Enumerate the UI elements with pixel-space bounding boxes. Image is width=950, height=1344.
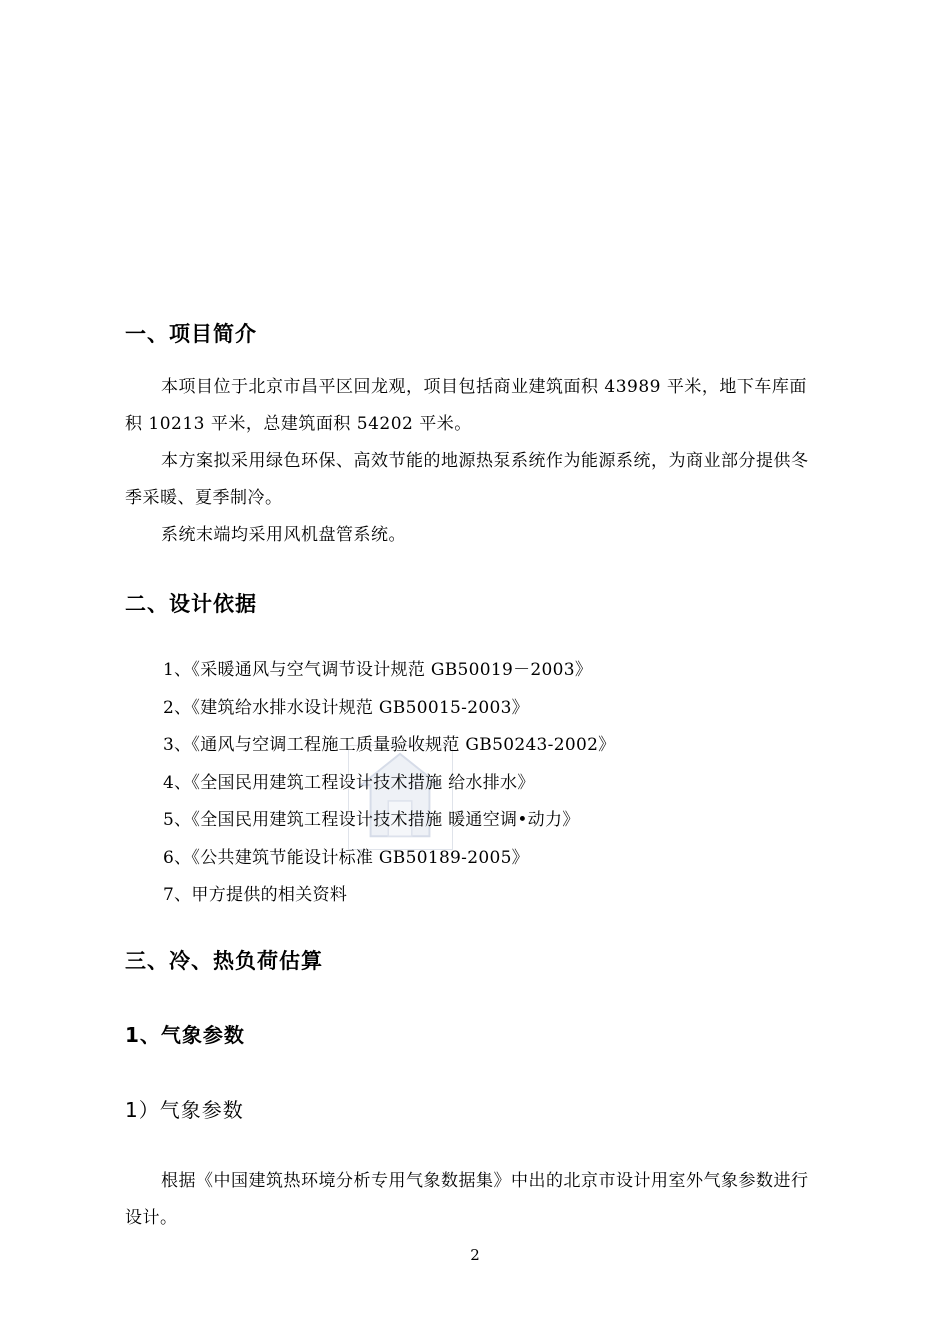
list-item: 7、甲方提供的相关资料: [163, 885, 348, 905]
section-heading-load-estimate: 三、冷、热负荷估算: [125, 948, 323, 973]
section-heading-design-basis: 二、设计依据: [125, 592, 257, 616]
list-item: 4、《全国民用建筑工程设计技术措施 给水排水》: [163, 772, 535, 793]
paragraph-terminal-system: 系统末端均采用风机盘管系统。: [161, 525, 406, 545]
subsubsection-heading-weather-params: 1）气象参数: [125, 1097, 244, 1122]
list-item: 2、《建筑给水排水设计规范 GB50015-2003》: [163, 697, 529, 718]
reference-list: [125, 652, 815, 915]
list-item: 1、《采暖通风与空气调节设计规范 GB50019－2003》: [163, 660, 593, 680]
list-item: 6、《公共建筑节能设计标准 GB50189-2005》: [163, 847, 529, 868]
list-item: 5、《全国民用建筑工程设计技术措施 暖通空调•动力》: [163, 810, 580, 830]
subsection-heading-weather: 1、气象参数: [125, 1022, 245, 1047]
document-content: [125, 318, 815, 1237]
page-number: 2: [470, 1246, 480, 1264]
paragraph-energy-system: 本方案拟采用绿色环保、高效节能的地源热泵系统作为能源系统，为商业部分提供冬季采暖、夏季制冷。: [125, 451, 809, 508]
paragraph-project-location: 本项目位于北京市昌平区回龙观，项目包括商业建筑面积 43989 平米，地下车库面积 10213 平米，总建筑面积 54202 平米。: [125, 377, 807, 434]
section-heading-project-intro: 一、项目简介: [125, 322, 257, 346]
paragraph-weather-source: 根据《中国建筑热环境分析专用气象数据集》中出的北京市设计用室外气象参数进行设计。: [125, 1170, 809, 1228]
list-item: 3、《通风与空调工程施工质量验收规范 GB50243-2002》: [163, 735, 616, 755]
